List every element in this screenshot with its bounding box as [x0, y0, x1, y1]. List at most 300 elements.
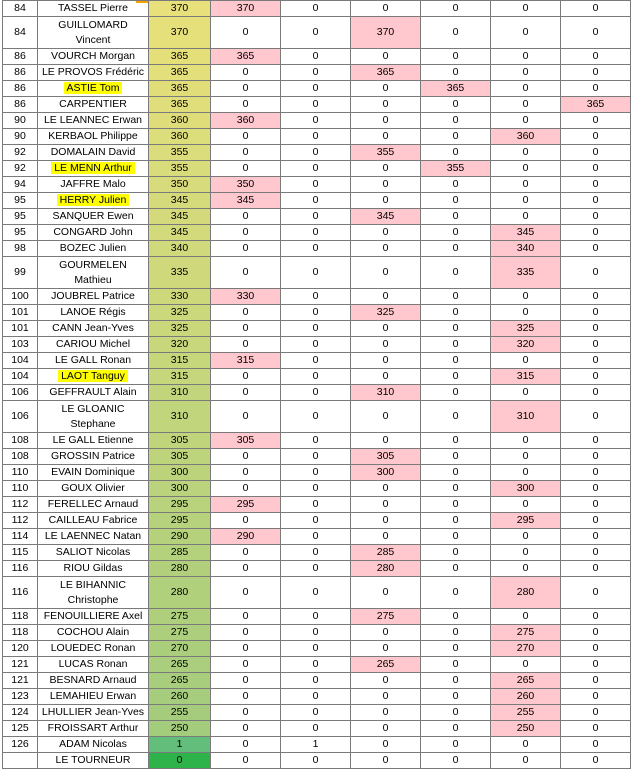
rank-cell: 126: [3, 737, 38, 753]
score-cell: 0: [281, 193, 351, 209]
score-cell: 0: [421, 337, 491, 353]
score-cell: 0: [211, 129, 281, 145]
table-row: [3, 177, 631, 193]
name-cell: [38, 657, 149, 673]
rank-cell: 86: [3, 49, 38, 65]
score-cell: 315: [491, 369, 561, 385]
name-cell: [38, 449, 149, 465]
table-row: [3, 1, 631, 17]
score-cell: 0: [421, 225, 491, 241]
score-cell: 0: [491, 609, 561, 625]
score-cell: 0: [491, 561, 561, 577]
score-cell: 0: [281, 449, 351, 465]
name-text: LE GLOANIC Stephane: [61, 402, 125, 430]
total-cell: 325: [149, 305, 211, 321]
total-cell: 310: [149, 385, 211, 401]
rank-cell: 86: [3, 97, 38, 113]
score-cell: 0: [561, 497, 631, 513]
score-cell: 0: [281, 1, 351, 17]
name-text: LE GALL Etienne: [52, 434, 134, 446]
name-cell: [38, 401, 149, 433]
table-row: [3, 209, 631, 225]
name-cell: [38, 337, 149, 353]
name-cell: [38, 161, 149, 177]
name-cell: [38, 737, 149, 753]
score-cell: 275: [491, 625, 561, 641]
score-cell: 0: [211, 465, 281, 481]
score-cell: 0: [281, 673, 351, 689]
table-row: [3, 433, 631, 449]
score-cell: 0: [281, 529, 351, 545]
score-cell: 0: [561, 17, 631, 49]
score-cell: 0: [281, 65, 351, 81]
score-cell: 0: [211, 481, 281, 497]
name-text: LE PROVOS Frédéric: [41, 66, 145, 78]
total-cell: 365: [149, 65, 211, 81]
score-cell: 260: [491, 689, 561, 705]
score-cell: 300: [351, 465, 421, 481]
score-cell: 0: [561, 641, 631, 657]
score-cell: 0: [491, 145, 561, 161]
rank-cell: 120: [3, 641, 38, 657]
score-cell: 0: [281, 289, 351, 305]
score-cell: 300: [491, 481, 561, 497]
total-cell: 275: [149, 625, 211, 641]
score-cell: 0: [211, 161, 281, 177]
total-cell: 270: [149, 641, 211, 657]
score-cell: 280: [351, 561, 421, 577]
score-cell: 0: [561, 161, 631, 177]
score-cell: 365: [421, 81, 491, 97]
score-cell: 0: [421, 113, 491, 129]
name-text: VOURCH Morgan: [50, 50, 136, 62]
rank-cell: 90: [3, 113, 38, 129]
score-cell: 0: [421, 65, 491, 81]
name-text: LE TOURNEUR: [55, 754, 131, 766]
score-cell: 0: [281, 657, 351, 673]
score-cell: 0: [211, 337, 281, 353]
rank-cell: 98: [3, 241, 38, 257]
score-cell: 0: [351, 113, 421, 129]
total-cell: 0: [149, 753, 211, 769]
score-cell: 0: [421, 17, 491, 49]
name-cell: [38, 305, 149, 321]
score-cell: 0: [561, 209, 631, 225]
score-cell: 0: [421, 209, 491, 225]
score-cell: 0: [561, 321, 631, 337]
score-cell: 0: [211, 209, 281, 225]
name-text: BOZEC Julien: [59, 242, 127, 254]
total-cell: 335: [149, 257, 211, 289]
score-cell: 0: [561, 625, 631, 641]
rank-cell: 108: [3, 449, 38, 465]
rank-cell: 95: [3, 225, 38, 241]
rank-cell: 86: [3, 81, 38, 97]
table-row: [3, 577, 631, 609]
total-cell: 310: [149, 401, 211, 433]
total-cell: 280: [149, 561, 211, 577]
name-text: CANN Jean-Yves: [52, 322, 134, 334]
score-cell: 0: [561, 337, 631, 353]
score-cell: 0: [211, 145, 281, 161]
score-cell: 0: [281, 97, 351, 113]
score-cell: 0: [421, 321, 491, 337]
table-row: [3, 225, 631, 241]
score-cell: 0: [281, 321, 351, 337]
score-cell: 0: [491, 737, 561, 753]
score-cell: 0: [421, 625, 491, 641]
table-row: [3, 545, 631, 561]
score-cell: 0: [211, 385, 281, 401]
name-cell: [38, 673, 149, 689]
score-cell: 0: [421, 513, 491, 529]
name-cell: [38, 49, 149, 65]
total-cell: 355: [149, 145, 211, 161]
score-cell: 0: [561, 465, 631, 481]
rank-cell: 112: [3, 497, 38, 513]
table-row: [3, 369, 631, 385]
name-text: LHULLIER Jean-Yves: [41, 706, 145, 718]
score-cell: 0: [281, 177, 351, 193]
score-cell: 0: [351, 225, 421, 241]
total-cell: 300: [149, 465, 211, 481]
score-cell: 0: [351, 737, 421, 753]
name-text: GUILLOMARD Vincent: [58, 18, 128, 46]
score-cell: 0: [421, 753, 491, 769]
name-cell: [38, 433, 149, 449]
name-text: LANOE Régis: [60, 306, 126, 318]
score-cell: 370: [351, 17, 421, 49]
score-cell: 305: [351, 449, 421, 465]
score-cell: 0: [281, 609, 351, 625]
name-text: EVAIN Dominique: [51, 466, 135, 478]
score-cell: 0: [281, 689, 351, 705]
table-row: [3, 529, 631, 545]
name-cell: [38, 577, 149, 609]
rank-cell: 104: [3, 353, 38, 369]
score-cell: 0: [351, 673, 421, 689]
score-cell: 0: [281, 17, 351, 49]
score-cell: 0: [561, 145, 631, 161]
name-text: HERRY Julien: [57, 194, 130, 206]
score-cell: 0: [281, 81, 351, 97]
rank-cell: 84: [3, 17, 38, 49]
score-cell: 250: [491, 721, 561, 737]
total-cell: 370: [149, 17, 211, 49]
score-cell: 0: [421, 705, 491, 721]
score-cell: 270: [491, 641, 561, 657]
name-text: GOUX Olivier: [61, 482, 125, 494]
score-cell: 0: [281, 561, 351, 577]
name-cell: [38, 705, 149, 721]
score-cell: 0: [281, 113, 351, 129]
table-row: [3, 465, 631, 481]
score-cell: 0: [421, 673, 491, 689]
score-cell: 0: [351, 625, 421, 641]
table-row: [3, 305, 631, 321]
score-cell: 0: [491, 289, 561, 305]
score-cell: 0: [491, 385, 561, 401]
table-row: [3, 49, 631, 65]
table-row: [3, 161, 631, 177]
name-text: LE GALL Ronan: [54, 354, 132, 366]
score-cell: 0: [491, 433, 561, 449]
score-cell: 0: [281, 705, 351, 721]
score-cell: 290: [211, 529, 281, 545]
score-cell: 0: [421, 657, 491, 673]
name-text: JOUBREL Patrice: [51, 290, 135, 302]
score-cell: 0: [211, 657, 281, 673]
name-cell: [38, 81, 149, 97]
name-text: KERBAOL Philippe: [48, 130, 138, 142]
score-cell: 0: [561, 657, 631, 673]
score-cell: 0: [211, 241, 281, 257]
table-row: [3, 657, 631, 673]
score-cell: 0: [561, 705, 631, 721]
table-row: [3, 353, 631, 369]
total-cell: 305: [149, 433, 211, 449]
name-cell: [38, 625, 149, 641]
score-cell: 350: [211, 177, 281, 193]
total-cell: 315: [149, 369, 211, 385]
score-cell: 0: [351, 705, 421, 721]
score-cell: 0: [351, 289, 421, 305]
score-cell: 0: [491, 49, 561, 65]
name-text: JAFFRE Malo: [60, 178, 126, 190]
name-cell: [38, 529, 149, 545]
score-cell: 0: [211, 753, 281, 769]
score-cell: 295: [491, 513, 561, 529]
name-text: LEMAHIEU Erwan: [49, 690, 137, 702]
score-cell: 0: [211, 689, 281, 705]
table-row: [3, 321, 631, 337]
score-cell: 365: [561, 97, 631, 113]
score-cell: 0: [561, 481, 631, 497]
score-cell: 0: [281, 513, 351, 529]
name-cell: [38, 561, 149, 577]
score-cell: 0: [421, 721, 491, 737]
score-cell: 0: [491, 209, 561, 225]
score-cell: 0: [211, 17, 281, 49]
name-cell: [38, 721, 149, 737]
score-cell: 0: [421, 737, 491, 753]
score-cell: 315: [211, 353, 281, 369]
score-cell: 0: [281, 721, 351, 737]
score-cell: 345: [491, 225, 561, 241]
rank-cell: [3, 753, 38, 769]
name-cell: [38, 257, 149, 289]
score-cell: 0: [211, 673, 281, 689]
name-text: SANQUER Ewen: [52, 210, 134, 222]
rank-cell: 90: [3, 129, 38, 145]
score-cell: 0: [421, 305, 491, 321]
rank-cell: 101: [3, 321, 38, 337]
table-row: [3, 289, 631, 305]
rank-cell: 104: [3, 369, 38, 385]
score-cell: 285: [351, 545, 421, 561]
score-cell: 0: [421, 129, 491, 145]
total-cell: 295: [149, 513, 211, 529]
name-cell: [38, 193, 149, 209]
name-cell: [38, 497, 149, 513]
name-cell: [38, 513, 149, 529]
score-cell: 0: [351, 577, 421, 609]
table-row: [3, 689, 631, 705]
score-cell: 0: [491, 529, 561, 545]
score-cell: 0: [491, 65, 561, 81]
score-cell: 0: [561, 305, 631, 321]
name-cell: [38, 241, 149, 257]
name-text: GOURMELEN Mathieu: [59, 258, 127, 286]
ranking-table: [2, 0, 631, 769]
name-text: LOUEDEC Ronan: [50, 642, 136, 654]
rank-cell: 116: [3, 561, 38, 577]
total-cell: 360: [149, 129, 211, 145]
name-cell: [38, 129, 149, 145]
score-cell: 0: [281, 353, 351, 369]
score-cell: 0: [421, 145, 491, 161]
score-cell: 0: [211, 705, 281, 721]
name-cell: [38, 753, 149, 769]
score-cell: 0: [561, 609, 631, 625]
score-cell: 0: [491, 353, 561, 369]
name-text: ADAM Nicolas: [59, 738, 127, 750]
rank-cell: 121: [3, 673, 38, 689]
score-cell: 0: [351, 49, 421, 65]
score-cell: 0: [421, 641, 491, 657]
score-cell: 0: [561, 1, 631, 17]
score-cell: 0: [211, 305, 281, 321]
score-cell: 0: [561, 689, 631, 705]
rank-cell: 110: [3, 481, 38, 497]
score-cell: 0: [421, 689, 491, 705]
total-cell: 360: [149, 113, 211, 129]
rank-cell: 125: [3, 721, 38, 737]
total-cell: 265: [149, 657, 211, 673]
name-cell: [38, 689, 149, 705]
score-cell: 0: [281, 481, 351, 497]
score-cell: 0: [491, 305, 561, 321]
score-cell: 0: [281, 337, 351, 353]
score-cell: 295: [211, 497, 281, 513]
score-cell: 0: [351, 721, 421, 737]
score-cell: 0: [561, 177, 631, 193]
score-cell: 0: [561, 449, 631, 465]
table-row: [3, 497, 631, 513]
name-cell: [38, 465, 149, 481]
score-cell: 0: [491, 17, 561, 49]
table-row: [3, 753, 631, 769]
score-cell: 0: [561, 561, 631, 577]
score-cell: 0: [421, 97, 491, 113]
score-cell: 0: [281, 641, 351, 657]
score-cell: 0: [281, 305, 351, 321]
name-text: TASSEL Pierre: [57, 2, 129, 14]
score-cell: 275: [351, 609, 421, 625]
score-cell: 0: [281, 753, 351, 769]
total-cell: 345: [149, 193, 211, 209]
score-cell: 0: [211, 609, 281, 625]
table-row: [3, 97, 631, 113]
table-row: [3, 641, 631, 657]
rank-cell: 118: [3, 609, 38, 625]
name-text: FROISSART Arthur: [47, 722, 139, 734]
score-cell: 0: [421, 465, 491, 481]
name-text: DOMALAIN David: [50, 146, 136, 158]
name-text: GEFFRAULT Alain: [49, 386, 137, 398]
score-cell: 0: [351, 481, 421, 497]
table-row: [3, 385, 631, 401]
score-cell: 0: [351, 753, 421, 769]
rank-cell: 115: [3, 545, 38, 561]
rank-cell: 112: [3, 513, 38, 529]
score-cell: 0: [491, 465, 561, 481]
total-cell: 325: [149, 321, 211, 337]
score-cell: 340: [491, 241, 561, 257]
name-text: CARIOU Michel: [55, 338, 131, 350]
name-cell: [38, 545, 149, 561]
total-cell: 330: [149, 289, 211, 305]
total-cell: 320: [149, 337, 211, 353]
score-cell: 0: [421, 497, 491, 513]
rank-cell: 114: [3, 529, 38, 545]
name-text: LE BIHANNIC Christophe: [60, 578, 126, 606]
total-cell: 265: [149, 673, 211, 689]
score-cell: 0: [211, 225, 281, 241]
score-cell: 0: [561, 289, 631, 305]
score-cell: 345: [351, 209, 421, 225]
name-text: COCHOU Alain: [56, 626, 130, 638]
name-cell: [38, 209, 149, 225]
score-cell: 0: [561, 369, 631, 385]
table-row: [3, 625, 631, 641]
score-cell: 355: [421, 161, 491, 177]
score-cell: 0: [211, 65, 281, 81]
score-cell: 0: [351, 433, 421, 449]
total-cell: 305: [149, 449, 211, 465]
rank-cell: 92: [3, 161, 38, 177]
name-text: LE MENN Arthur: [51, 162, 135, 174]
score-cell: 0: [281, 385, 351, 401]
score-cell: 0: [561, 721, 631, 737]
name-text: CONGARD John: [53, 226, 133, 238]
total-cell: 370: [149, 1, 211, 17]
name-text: LUCAS Ronan: [58, 658, 128, 670]
table-row: [3, 401, 631, 433]
score-cell: 0: [421, 369, 491, 385]
score-cell: 0: [491, 449, 561, 465]
score-cell: 0: [421, 353, 491, 369]
total-cell: 355: [149, 161, 211, 177]
score-cell: 0: [421, 241, 491, 257]
score-cell: 0: [281, 257, 351, 289]
rank-cell: 106: [3, 401, 38, 433]
score-cell: 0: [281, 225, 351, 241]
score-cell: 0: [211, 257, 281, 289]
total-cell: 340: [149, 241, 211, 257]
name-cell: [38, 321, 149, 337]
score-cell: 325: [351, 305, 421, 321]
score-cell: 0: [561, 433, 631, 449]
rank-cell: 94: [3, 177, 38, 193]
score-cell: 0: [351, 513, 421, 529]
score-cell: 0: [421, 577, 491, 609]
score-cell: 0: [351, 497, 421, 513]
table-row: [3, 449, 631, 465]
score-cell: 310: [491, 401, 561, 433]
name-text: GROSSIN Patrice: [50, 450, 136, 462]
score-cell: 0: [561, 529, 631, 545]
